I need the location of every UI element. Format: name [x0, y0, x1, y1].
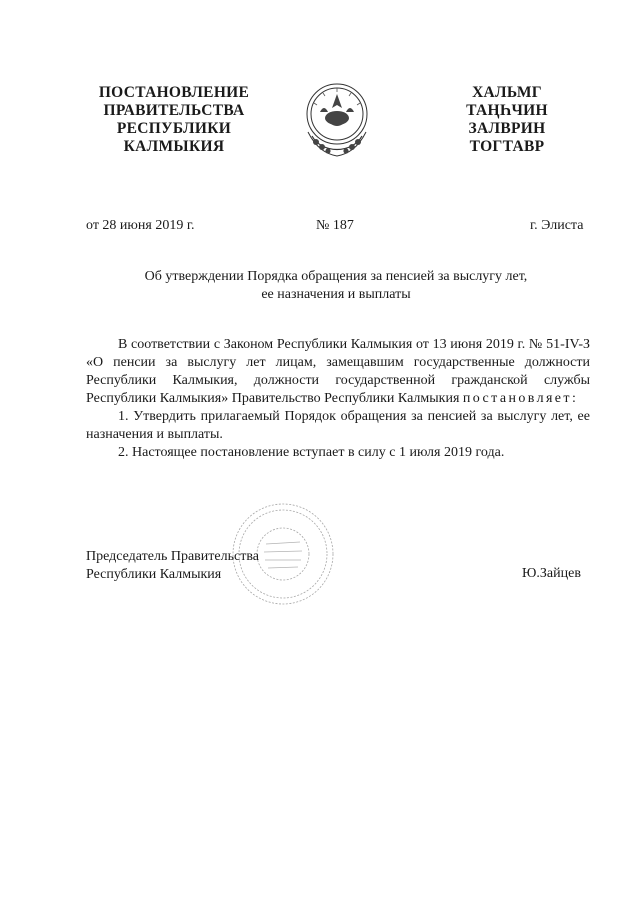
- header-left-line: ПРАВИТЕЛЬСТВА: [103, 102, 245, 119]
- body-item-2: 2. Настоящее постановление вступает в силу с 1 июля 2019 года.: [118, 445, 505, 460]
- body-intro-paragraph: [86, 336, 590, 408]
- resolves-word: постановляет:: [462, 391, 579, 406]
- document-date: от 28 июня 2019 г.: [86, 218, 195, 233]
- body-intro: В соответствии с Законом Республики Калмыкия от 13 июня 2019 г. № 51-IV-З «О пенсии за выслугу лет лицам, замещавшим государственные должности Республики Калмыкия, должности государственной гражданской службы Республики Калмыкия» Правительство Республики Калмыкия: [86, 337, 590, 406]
- title-line: Об утверждении Порядка обращения за пенсией за выслугу лет,: [144, 269, 528, 284]
- coat-of-arms-emblem: [298, 76, 376, 162]
- header-right-line: ТАҢҺЧИН: [466, 102, 548, 119]
- header-right-line: ТОГТАВР: [469, 138, 545, 155]
- header-right-line: ХАЛЬМГ: [472, 84, 542, 101]
- header-left-line: КАЛМЫКИЯ: [123, 138, 225, 155]
- signatory-position: [86, 548, 259, 584]
- header-left-line: ПОСТАНОВЛЕНИЕ: [98, 84, 250, 101]
- signatory-name: Ю.Зайцев: [522, 566, 581, 581]
- title-line: ее назначения и выплаты: [261, 287, 411, 302]
- document-title: [96, 268, 576, 304]
- header-left-line: РЕСПУБЛИКИ: [116, 120, 232, 137]
- header-left: [90, 84, 258, 156]
- document-body: [86, 336, 590, 462]
- header-right-line: ЗАЛВРИН: [468, 120, 546, 137]
- document-city: г. Элиста: [530, 218, 584, 233]
- body-item-1: 1. Утвердить прилагаемый Порядок обращения за пенсией за выслугу лет, ее назначения и выплаты.: [86, 409, 590, 442]
- document-number: № 187: [316, 218, 354, 233]
- signatory-position-line: Республики Калмыкия: [86, 567, 222, 582]
- signatory-position-line: Председатель Правительства: [86, 549, 259, 564]
- header-right: [441, 84, 573, 156]
